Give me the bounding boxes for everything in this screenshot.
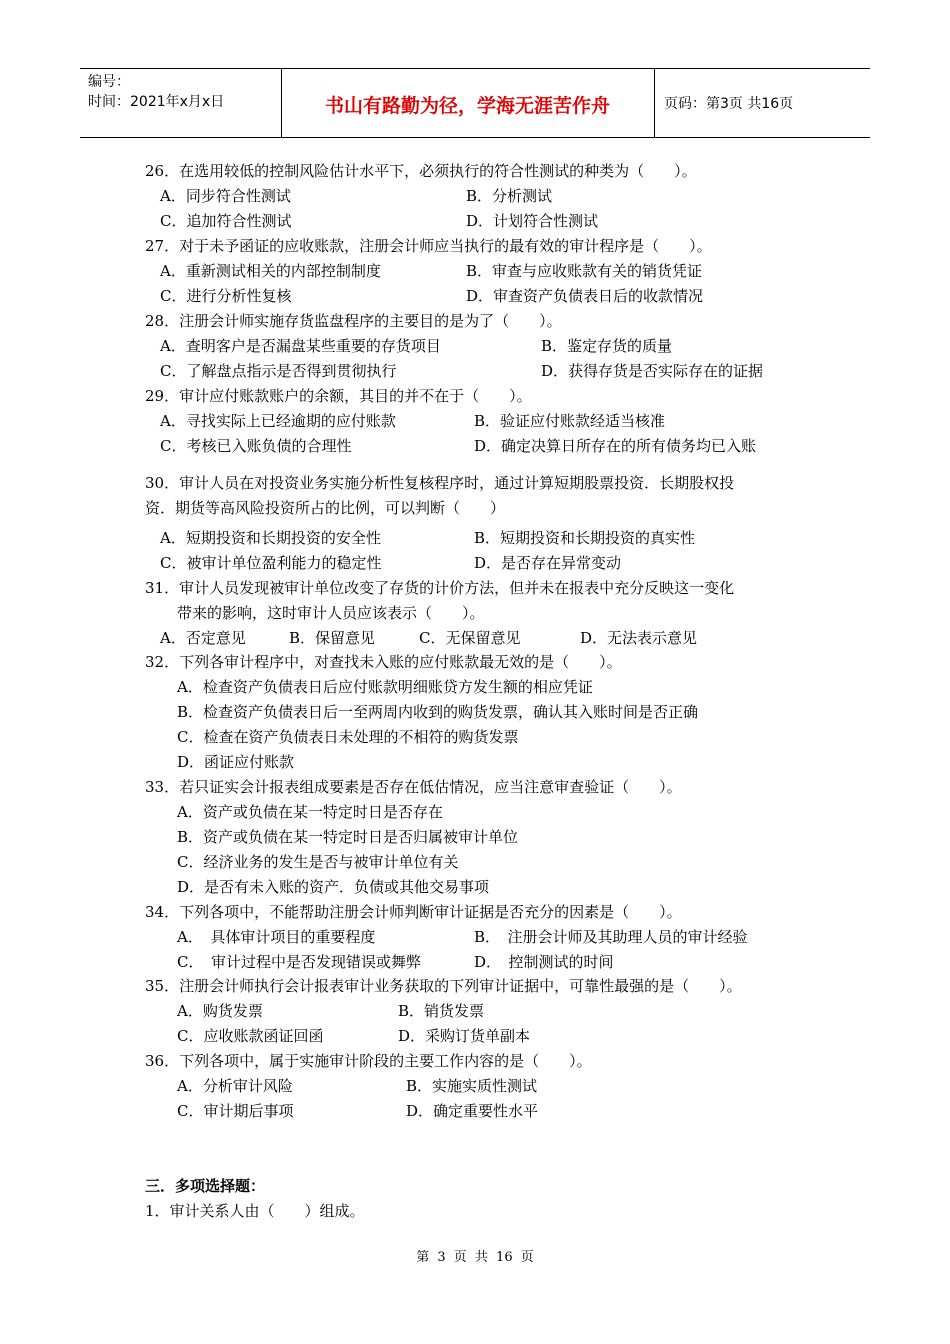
question-line: 32．下列各审计程序中，对查找未入账的应付账款最无效的是（ ）。 bbox=[145, 653, 622, 671]
question-line: B．验证应付账款经适当核准 bbox=[474, 412, 666, 430]
question-line: D．确定决算日所存在的所有债务均已入账 bbox=[474, 437, 757, 455]
question-line: C．被审计单位盈利能力的稳定性 bbox=[160, 554, 382, 572]
question-line: A． 具体审计项目的重要程度 bbox=[177, 928, 376, 946]
question-line: 33．若只证实会计报表组成要素是否存在低估情况，应当注意审查验证（ ）。 bbox=[145, 778, 682, 796]
question-line: D．函证应付账款 bbox=[177, 753, 295, 771]
question-line: D．无法表示意见 bbox=[580, 629, 698, 647]
question-line: B．审查与应收账款有关的销货凭证 bbox=[466, 262, 703, 280]
question-line: A．重新测试相关的内部控制制度 bbox=[160, 262, 381, 280]
question-line: D．确定重要性水平 bbox=[406, 1102, 539, 1120]
question-line: B．销货发票 bbox=[398, 1002, 485, 1020]
section-heading: 三．多项选择题： bbox=[145, 1177, 266, 1195]
question-line: C．追加符合性测试 bbox=[160, 212, 292, 230]
question-line: D．获得存货是否实际存在的证据 bbox=[541, 362, 764, 380]
question-line: 带来的影响，这时审计人员应该表示（ ）。 bbox=[177, 604, 485, 622]
date-label: 时间：2021年x月x日 bbox=[88, 94, 225, 110]
question-line: 34．下列各项中，不能帮助注册会计师判断审计证据是否充分的因素是（ ）。 bbox=[145, 903, 682, 921]
question-line: A．资产或负债在某一特定时日是否存在 bbox=[177, 803, 443, 821]
question-line: A．分析审计风险 bbox=[177, 1077, 293, 1095]
question-line: C．了解盘点指示是否得到贯彻执行 bbox=[160, 362, 397, 380]
question-line: D．计划符合性测试 bbox=[466, 212, 599, 230]
serial-label: 编号： bbox=[88, 74, 130, 90]
question-line: B．资产或负债在某一特定时日是否归属被审计单位 bbox=[177, 828, 519, 846]
question-line: 27．对于未予函证的应收账款，注册会计师应当执行的最有效的审计程序是（ ）。 bbox=[145, 237, 712, 255]
question-line: B．短期投资和长期投资的真实性 bbox=[474, 529, 696, 547]
question-line: 31．审计人员发现被审计单位改变了存货的计价方法，但并未在报表中充分反映这一变化 bbox=[145, 579, 735, 597]
question-line: B．检查资产负债表日后一至两周内收到的购货发票，确认其入账时间是否正确 bbox=[177, 703, 699, 721]
question-line: C．检查在资产负债表日未处理的不相符的购货发票 bbox=[177, 728, 519, 746]
question-line: B．分析测试 bbox=[466, 187, 553, 205]
question-line: A．短期投资和长期投资的安全性 bbox=[160, 529, 381, 547]
question-line: D． 控制测试的时间 bbox=[474, 953, 614, 971]
page-header bbox=[80, 68, 870, 138]
question-line: C．应收账款函证回函 bbox=[177, 1027, 324, 1045]
header-page-info: 页码：第3页 共16页 bbox=[664, 96, 794, 112]
question-line: A．购货发票 bbox=[177, 1002, 263, 1020]
question-line: 36．下列各项中，属于实施审计阶段的主要工作内容的是（ ）。 bbox=[145, 1052, 592, 1070]
question-line: C．进行分析性复核 bbox=[160, 287, 292, 305]
question-line: 30．审计人员在对投资业务实施分析性复核程序时，通过计算短期股票投资．长期股权投 bbox=[145, 474, 735, 492]
header-motto: 书山有路勤为径，学海无涯苦作舟 bbox=[324, 95, 610, 117]
question-line: C．考核已入账负债的合理性 bbox=[160, 437, 352, 455]
question-line: A．查明客户是否漏盘某些重要的存货项目 bbox=[160, 337, 441, 355]
question-line: C．无保留意见 bbox=[419, 629, 521, 647]
question-line: 29．审计应付账款账户的余额，其目的并不在于（ ）。 bbox=[145, 387, 532, 405]
question-line: C．审计期后事项 bbox=[177, 1102, 294, 1120]
question-line: B．鉴定存货的质量 bbox=[541, 337, 673, 355]
question-line: 35．注册会计师执行会计报表审计业务获取的下列审计证据中，可靠性最强的是（ ）。 bbox=[145, 977, 742, 995]
question-line: D．是否存在异常变动 bbox=[474, 554, 622, 572]
header-left bbox=[88, 72, 224, 112]
question-line: 26．在选用较低的控制风险估计水平下，必须执行的符合性测试的种类为（ ）。 bbox=[145, 162, 697, 180]
header-divider bbox=[654, 69, 655, 137]
question-line: B．保留意见 bbox=[289, 629, 376, 647]
question-line: A．检查资产负债表日后应付账款明细账贷方发生额的相应凭证 bbox=[177, 678, 593, 696]
question-line: A．寻找实际上已经逾期的应付账款 bbox=[160, 412, 396, 430]
question-line: D．审查资产负债表日后的收款情况 bbox=[466, 287, 704, 305]
question-line: A．同步符合性测试 bbox=[160, 187, 291, 205]
question-line: D．采购订货单副本 bbox=[398, 1027, 531, 1045]
question-line: A．否定意见 bbox=[160, 629, 246, 647]
question-line: B．实施实质性测试 bbox=[406, 1077, 538, 1095]
question-line: C．经济业务的发生是否与被审计单位有关 bbox=[177, 853, 459, 871]
question-line: 28．注册会计师实施存货监盘程序的主要目的是为了（ ）。 bbox=[145, 312, 562, 330]
question-line: B． 注册会计师及其助理人员的审计经验 bbox=[474, 928, 748, 946]
page-footer: 第 3 页 共 16 页 bbox=[416, 1250, 534, 1265]
question-line: 资．期货等高风险投资所占的比例，可以判断（ ） bbox=[145, 499, 506, 517]
question-line: 1．审计关系人由（ ）组成。 bbox=[145, 1202, 365, 1220]
question-line: C． 审计过程中是否发现错误或舞弊 bbox=[177, 953, 421, 971]
question-line: D．是否有未入账的资产．负债或其他交易事项 bbox=[177, 878, 490, 896]
